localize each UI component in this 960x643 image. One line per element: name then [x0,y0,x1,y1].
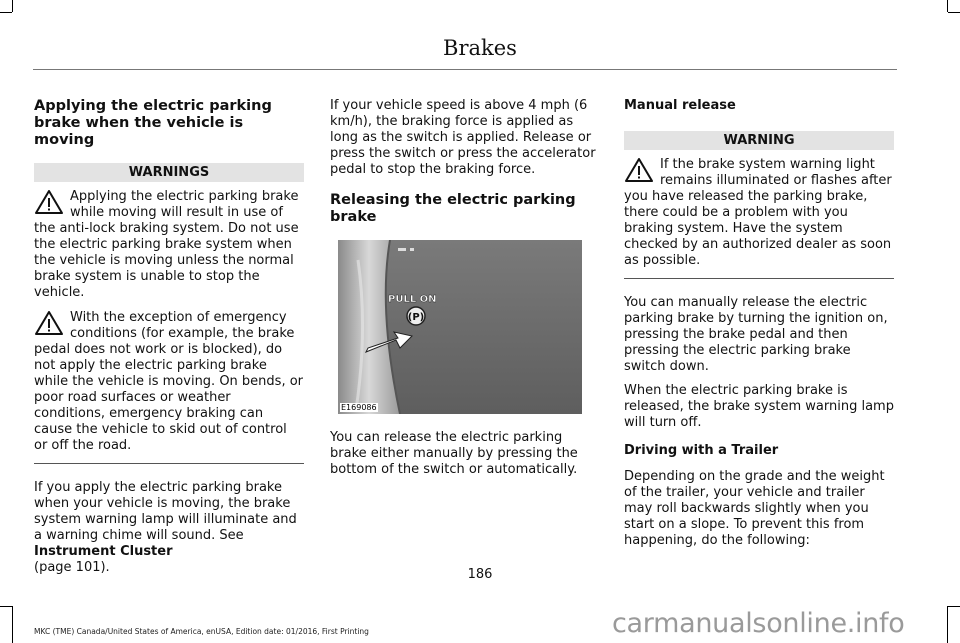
body-paragraph: If your vehicle speed is above 4 mph (6 km/h), the braking force is applied as long as the switch is applied. Release or press the switch or press the accelerator pedal to stop the braking force. [330,98,596,177]
parking-brake-switch-illustration [338,240,582,414]
crop-mark [948,12,960,13]
column-middle [330,98,600,486]
body-paragraph: Depending on the grade and the weight of the trailer, your vehicle and trailer may roll backwards slightly when you start on a slope. To prevent this from happening, do the following: [624,469,885,548]
page-number: 186 [467,567,493,582]
cross-reference-link[interactable]: Instrument Cluster [34,544,173,559]
page-reference: (page 101). [34,560,110,575]
crop-mark [947,0,948,12]
warning-item [34,310,304,454]
warning-triangle-icon [34,310,64,336]
body-paragraph [34,480,304,576]
body-paragraph: You can manually release the electric parking brake by turning the ignition on, pressing the brake pedal and then pressing the electric parking brake switch down. [624,295,888,374]
crop-mark [0,12,12,13]
illustration-code: E169086 [341,403,377,412]
warning-triangle-icon [624,157,654,183]
warning-triangle-icon [34,189,64,215]
warnings-banner: WARNINGS [34,163,304,182]
column-left [34,98,304,584]
warning-item [34,189,304,301]
warning-text: If the brake system warning light remains illuminated or flashes after you have released the parking brake, there could be a problem with you braking system. Have the system checked by an authorized dealer as soon as possible. [624,157,892,268]
crop-mark [12,0,13,12]
crop-mark [0,606,12,607]
warning-text: With the exception of emergency conditions (for example, the brake pedal does not work or is blocked), do not apply the electric parking brake while the vehicle is moving. On bends, or poor road surfaces or weather conditions, emergency braking can cause the vehicle to skid out of control or off the road. [34,310,304,453]
column-right [624,98,894,557]
section-heading: Applying the electric parking brake when the vehicle is moving [34,98,272,148]
subheading: Manual release [624,98,736,113]
crop-mark [12,606,13,643]
body-text: If you apply the electric parking brake when your vehicle is moving, the brake system warning lamp will illuminate and a warning chime will sound. See [34,480,297,543]
parking-symbol: (P) [407,312,425,323]
footer-edition-info: MKC (TME) Canada/United States of America, enUSA, Edition date: 01/2016, First Printing [34,627,369,636]
section-heading: Releasing the electric parking brake [330,192,576,225]
switch-drawing [338,240,582,414]
watermark-text: carmanualsonline.info [612,608,905,639]
body-paragraph: You can release the electric parking brake either manually by pressing the bottom of the switch or automatically. [330,430,578,477]
switch-label: PULL ON [388,294,437,305]
body-paragraph: When the electric parking brake is released, the brake system warning lamp will turn off. [624,383,894,430]
warning-banner: WARNING [624,131,894,150]
warning-divider [34,463,304,464]
page-header-title: Brakes [443,36,517,60]
warning-item [624,157,894,269]
subheading: Driving with a Trailer [624,443,779,458]
header-divider [33,69,897,70]
warning-divider [624,278,894,279]
warning-text: Applying the electric parking brake while moving will result in use of the anti-lock braking system. Do not use the electric parking brake system when the vehicle is moving unless the normal brake system is unable to stop the vehicle. [34,189,299,300]
crop-mark [948,606,960,607]
crop-mark [947,606,948,643]
